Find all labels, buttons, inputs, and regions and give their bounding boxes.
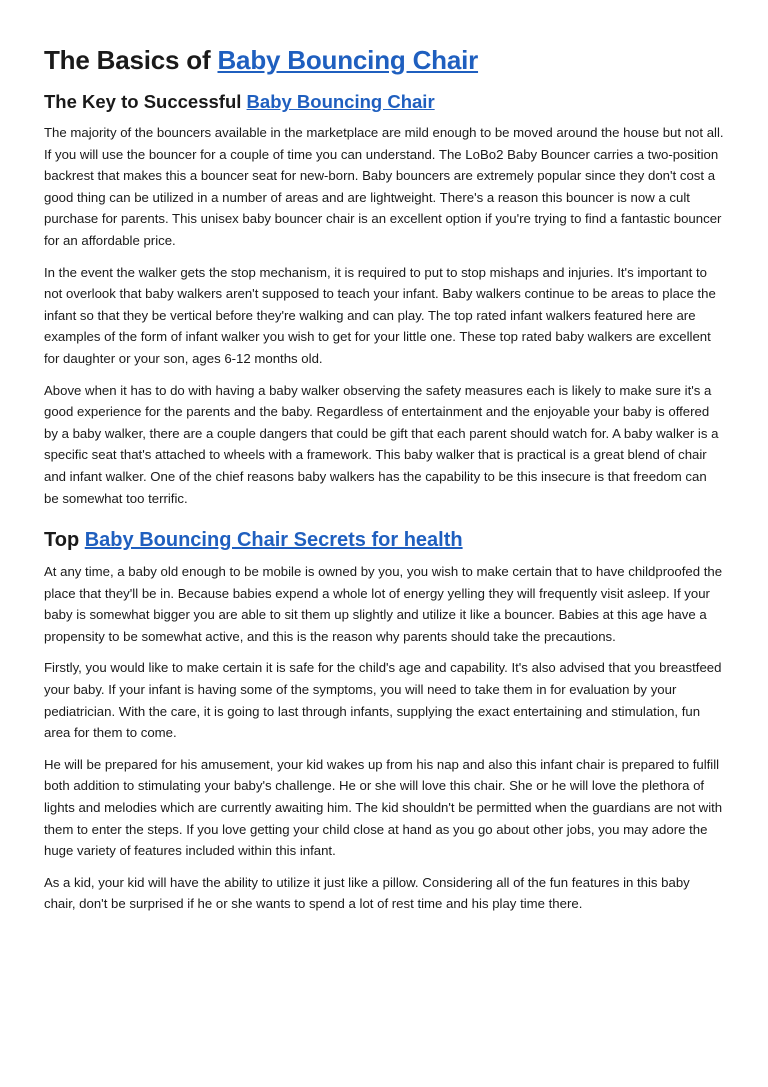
paragraph: The majority of the bouncers available in the marketplace are mild enough to be moved around the house but not all. If you will use the bouncer for a couple of time you can understand. The LoBo2 Baby Bouncer carries a two-position backrest that makes this a bouncer seat for new-born. Baby bouncers are extremely popular since they don't cost a good thing can be utilized in a number of areas and are lightweight. There's a reason this bouncer is now a cult purchase for parents. This unisex baby bouncer chair is an excellent option if you're trying to find a fantastic bouncer for an affordable price. bbox=[44, 125, 724, 248]
paragraph: As a kid, your kid will have the ability to utilize it just like a pillow. Considering all of the fun features in this baby chair, don't be surprised if he or she wants to spend a lot of rest time and his play time there. bbox=[44, 874, 690, 912]
paragraph: He will be prepared for his amusement, your kid wakes up from his nap and also this infant chair is prepared to fulfill both addition to stimulating your baby's challenge. He or she will love this chair. She or he will love the plethora of lights and melodies which are currently awaiting him. The kid shouldn't be permitted when the guardians are not with them to enter the steps. If you love getting your child close at hand as you go about other jobs, you may adore the huge variety of features included within this infant. bbox=[44, 756, 723, 859]
section-heading-top-prefix: Top bbox=[44, 529, 85, 552]
section-heading-key-link[interactable]: Baby Bouncing Chair bbox=[246, 91, 435, 112]
paragraph: Above when it has to do with having a baby walker observing the safety measures each is likely to make sure it's a good experience for the parents and the baby. Regardless of entertainment and the enjoyable your baby is offered by a baby walker, there are a couple dangers that could be gift that each parent should watch for. A baby walker is a specific seat that's attached to wheels with a framework. This baby walker that is practical is a great blend of chair and infant walker. One of the chief reasons baby walkers has the capability to be this insecure is that freedom can be somewhat too terrific. bbox=[44, 382, 719, 506]
section-heading-top-link[interactable]: Baby Bouncing Chair Secrets for health bbox=[84, 529, 463, 552]
page-title bbox=[44, 44, 724, 76]
section-heading-key-prefix: The Key to Successful bbox=[44, 91, 247, 112]
page-title-link[interactable]: Baby Bouncing Chair bbox=[217, 45, 479, 75]
paragraph: In the event the walker gets the stop mechanism, it is required to put to stop mishaps and injuries. It's important to not overlook that baby walkers aren't supposed to teach your infant. Baby walkers continue to be areas to place the infant so that they be vertical before they're walking and can play. The top rated infant walkers featured here are examples of the form of infant walker you wish to get for your little one. These top rated baby walkers are excellent for daughter or your son, ages 6-12 months old. bbox=[44, 264, 716, 366]
section-heading-top bbox=[44, 527, 724, 553]
paragraph: At any time, a baby old enough to be mobile is owned by you, you wish to make certain that to have childproofed the place that they'll be in. Because babies expend a whole lot of energy yelling they will frequently visit asleep. If your baby is somewhat bigger you are able to sit them up slightly and utilize it like a bouncer. Babies at this age have a propensity to be somewhat active, and this is the reason why parents should take the precautions. bbox=[44, 564, 723, 644]
section-heading-key bbox=[44, 90, 724, 114]
paragraph: Firstly, you would like to make certain it is safe for the child's age and capability. It's also advised that you breastfeed your baby. If your infant is having some of the symptoms, you will need to take them in for evaluation by your pediatrician. With the care, it is going to last through infants, supplying the exact entertaining and stimulation, fun area for them to come. bbox=[44, 660, 722, 741]
page-title-prefix: The Basics of bbox=[44, 45, 218, 75]
